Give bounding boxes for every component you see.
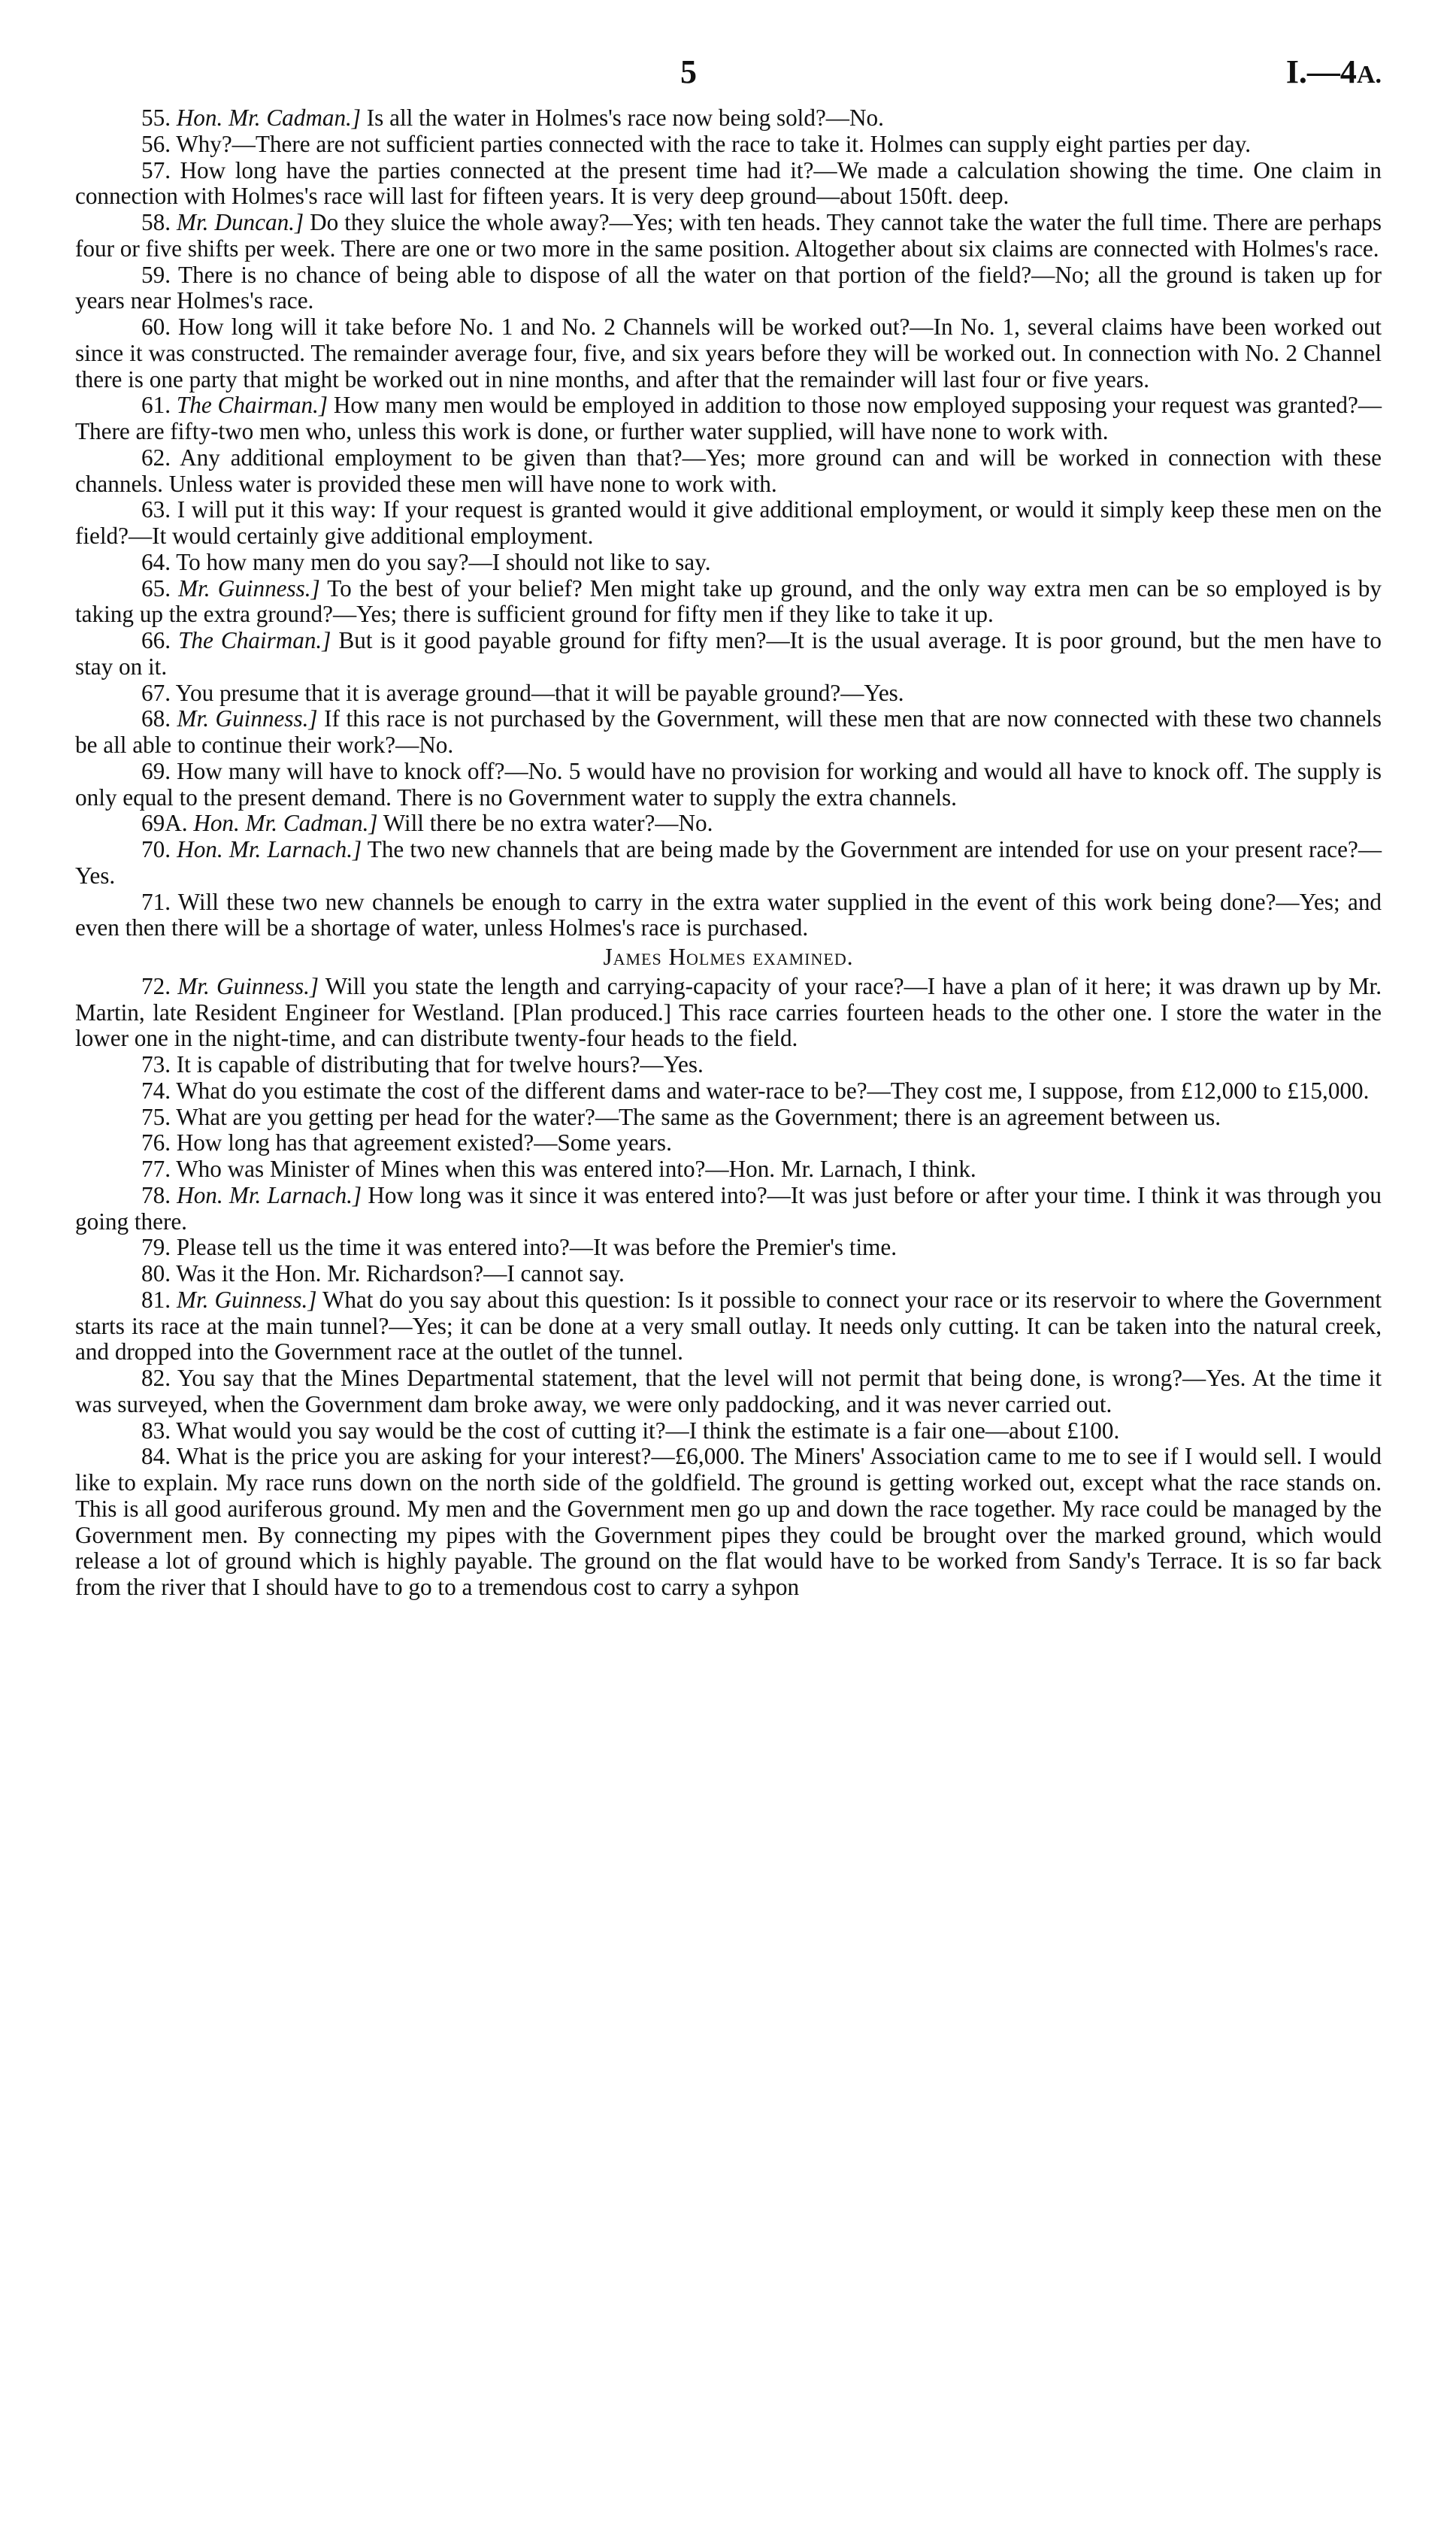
- question-answer-text: Any additional employment to be given than that?—Yes; more ground can and will be worked in connection with these channels. Unless water is provided these men will have none to work with.: [75, 444, 1382, 497]
- question-answer-text: You say that the Mines Departmental statement, that the level will not permit that being done, is wrong?—Yes. At the time it was surveyed, when the Government dam broke away, we were only paddocking, and it was never carried out.: [75, 1365, 1382, 1417]
- speaker-name: Hon. Mr. Cadman.]: [193, 810, 378, 837]
- question-number: 72.: [141, 972, 171, 999]
- question-answer-text: Will you state the length and carrying-capacity of your race?—I have a plan of it here; it was drawn up by Mr. Martin, late Resident Engineer for Westland. [Plan produced.] This race carries fourteen heads to the other one. I store the water in the lower one in the night-time, and can distribute twenty-four heads to the field.: [75, 972, 1382, 1052]
- question-number: 68.: [141, 705, 171, 732]
- question-answer-text: What do you say about this question: Is it possible to connect your race or its reservoir to where the Government starts its race at the main tunnel?—Yes; it can be done at a very small outlay. It needs only cutting. It can be taken into the natural creek, and dropped into the Government race at the outlet of the tunnel.: [75, 1286, 1382, 1365]
- question-answer-text: The two new channels that are being made by the Government are intended for use on your present race?—Yes.: [75, 836, 1382, 889]
- page-number: 5: [680, 53, 697, 90]
- speaker-name: Mr. Duncan.]: [176, 209, 304, 235]
- question-number: 69.: [141, 757, 171, 784]
- evidence-paragraph: [75, 706, 1382, 759]
- evidence-paragraph: [75, 105, 1382, 132]
- question-answer-text: How long have the parties connected at the present time had it?—We made a calculation showing the time. One claim in connection with Holmes's race will last for fifteen years. It is very deep ground—about 150ft. deep.: [75, 156, 1382, 210]
- evidence-paragraph: [75, 890, 1382, 942]
- question-number: 79.: [141, 1234, 171, 1261]
- evidence-paragraph: [75, 314, 1382, 393]
- document-page: [75, 53, 1382, 2504]
- evidence-paragraph: [75, 1444, 1382, 1601]
- evidence-paragraph: [75, 811, 1382, 837]
- question-answer-text: Was it the Hon. Mr. Richardson?—I cannot say.: [176, 1260, 625, 1287]
- evidence-paragraph: [75, 210, 1382, 262]
- question-answer-text: Who was Minister of Mines when this was entered into?—Hon. Mr. Larnach, I think.: [176, 1156, 976, 1182]
- evidence-paragraph: [75, 497, 1382, 550]
- question-answer-text: Why?—There are not sufficient parties connected with the race to take it. Holmes can supply eight parties per day.: [176, 130, 1251, 157]
- page-header: [75, 53, 1382, 105]
- evidence-paragraph: [75, 974, 1382, 1052]
- document-body: [75, 105, 1382, 1601]
- question-answer-text: Do they sluice the whole away?—Yes; with ten heads. They cannot take the water the full time. There are perhaps four or five shifts per week. There are one or two more in the same position. Altogether about six claims are connected with Holmes's race.: [75, 209, 1382, 262]
- evidence-paragraph: [75, 837, 1382, 890]
- evidence-paragraph: [75, 1130, 1382, 1156]
- evidence-paragraph: [75, 1183, 1382, 1235]
- document-reference-suffix: A.: [1356, 61, 1382, 89]
- speaker-name: Hon. Mr. Larnach.]: [177, 836, 362, 862]
- question-number: 83.: [141, 1417, 171, 1444]
- question-answer-text: What is the price you are asking for your interest?—£6,000. The Miners' Association came to me to see if I would sell. I would like to explain. My race runs down on the north side of the goldfield. The ground is getting worked out, except what the race stands on. This is all good auriferous ground. My men and the Government men go up and down the race together. My race could be managed by the Government men. By connecting my pipes with the Government pipes they could be brought over the marked ground, which would release a lot of ground which is highly payable. The ground on the flat would have to be worked from Sandy's Terrace. It is so far back from the river that I should have to go to a tremendous cost to carry a syhpon: [75, 1443, 1382, 1600]
- question-number: 58.: [141, 209, 171, 235]
- evidence-paragraph: [75, 158, 1382, 211]
- question-answer-text: What do you estimate the cost of the different dams and water-race to be?—They cost me, I suppose, from £12,000 to £15,000.: [176, 1077, 1370, 1104]
- evidence-paragraph: [75, 445, 1382, 498]
- speaker-name: Mr. Guinness.]: [177, 972, 319, 999]
- question-answer-text: How long has that agreement existed?—Some years.: [176, 1129, 672, 1156]
- speaker-name: Mr. Guinness.]: [177, 1286, 317, 1313]
- question-number: 63.: [141, 496, 171, 523]
- document-reference: [1286, 53, 1382, 91]
- evidence-section-1: [75, 105, 1382, 941]
- question-answer-text: What would you say would be the cost of cutting it?—I think the estimate is a fair one—about £100.: [176, 1417, 1120, 1444]
- question-answer-text: If this race is not purchased by the Government, will these men that are now connected with these two channels be all able to continue their work?—No.: [75, 705, 1382, 758]
- question-answer-text: Is all the water in Holmes's race now being sold?—No.: [366, 105, 884, 131]
- question-number: 77.: [141, 1156, 171, 1182]
- question-number: 76.: [141, 1129, 171, 1156]
- evidence-paragraph: [75, 628, 1382, 680]
- question-number: 70.: [141, 836, 171, 862]
- question-number: 59.: [141, 261, 171, 288]
- evidence-paragraph: [75, 1078, 1382, 1105]
- evidence-paragraph: [75, 132, 1382, 158]
- evidence-paragraph: [75, 680, 1382, 707]
- question-number: 61.: [141, 392, 171, 419]
- evidence-paragraph: [75, 1365, 1382, 1418]
- question-answer-text: I will put it this way: If your request is granted would it give additional employment, or would it simply keep these men on the field?—It would certainly give additional employment.: [75, 496, 1382, 549]
- evidence-paragraph: [75, 550, 1382, 576]
- question-answer-text: But is it good payable ground for fifty men?—It is the usual average. It is poor ground, but the men have to stay on it.: [75, 627, 1382, 680]
- question-answer-text: How long will it take before No. 1 and No. 2 Channels will be worked out?—In No. 1, several claims have been worked out since it was constructed. The remainder average four, five, and six years before they will be worked out. In connection with No. 2 Channel there is one party that might be worked out in nine months, and after that the remainder will last four or five years.: [75, 314, 1382, 393]
- question-answer-text: Please tell us the time it was entered into?—It was before the Premier's time.: [176, 1234, 898, 1261]
- question-number: 82.: [141, 1365, 171, 1391]
- evidence-paragraph: [75, 576, 1382, 629]
- question-answer-text: To the best of your belief? Men might take up ground, and the only way extra men can be so employed is by taking up the extra ground?—Yes; there is sufficient ground for fifty men if they like to take it up.: [75, 574, 1382, 628]
- question-number: 60.: [141, 314, 171, 340]
- question-number: 69A.: [141, 810, 188, 837]
- evidence-paragraph: [75, 1105, 1382, 1131]
- question-number: 66.: [141, 627, 171, 653]
- question-answer-text: What are you getting per head for the water?—The same as the Government; there is an agreement between us.: [176, 1103, 1221, 1130]
- speaker-name: The Chairman.]: [176, 392, 328, 419]
- evidence-paragraph: [75, 1287, 1382, 1365]
- question-number: 55.: [141, 105, 171, 131]
- speaker-name: Mr. Guinness.]: [177, 705, 318, 732]
- evidence-paragraph: [75, 1156, 1382, 1183]
- speaker-name: Mr. Guinness.]: [178, 574, 320, 602]
- question-answer-text: Will these two new channels be enough to carry in the extra water supplied in the event of this work being done?—Yes; and even then there will be a shortage of water, unless Holmes's race is purchased.: [75, 888, 1382, 941]
- question-number: 67.: [141, 679, 171, 706]
- speaker-name: The Chairman.]: [178, 627, 331, 653]
- question-number: 80.: [141, 1260, 171, 1287]
- question-number: 84.: [141, 1443, 171, 1470]
- question-number: 71.: [141, 888, 171, 915]
- question-answer-text: Will there be no extra water?—No.: [383, 810, 713, 837]
- question-number: 65.: [141, 574, 171, 602]
- evidence-paragraph: [75, 1261, 1382, 1287]
- question-number: 74.: [141, 1077, 171, 1104]
- question-number: 56.: [141, 130, 171, 157]
- question-number: 62.: [141, 444, 171, 471]
- document-reference-main: I.—4: [1285, 53, 1357, 90]
- question-number: 81.: [141, 1286, 171, 1313]
- evidence-paragraph: [75, 393, 1382, 445]
- question-answer-text: You presume that it is average ground—that it will be payable ground?—Yes.: [175, 679, 904, 706]
- evidence-paragraph: [75, 1418, 1382, 1444]
- question-number: 73.: [141, 1051, 171, 1078]
- question-number: 75.: [141, 1103, 171, 1130]
- question-number: 78.: [141, 1181, 171, 1208]
- section-heading: James Holmes examined.: [603, 944, 854, 970]
- question-number: 64.: [141, 548, 171, 575]
- question-answer-text: It is capable of distributing that for twelve hours?—Yes.: [176, 1051, 704, 1078]
- question-answer-text: How long was it since it was entered into?—It was just before or after your time. I think it was through you going there.: [75, 1181, 1382, 1235]
- speaker-name: Hon. Mr. Larnach.]: [177, 1181, 362, 1208]
- evidence-paragraph: [75, 262, 1382, 315]
- question-number: 57.: [141, 156, 171, 183]
- speaker-name: Hon. Mr. Cadman.]: [176, 105, 361, 131]
- question-answer-text: How many men would be employed in addition to those now employed supposing your request was granted?—There are fifty-two men who, unless this work is done, or further water supplied, will have none to work with.: [75, 392, 1382, 444]
- question-answer-text: There is no chance of being able to dispose of all the water on that portion of the field?—No; all the ground is taken up for years near Holmes's race.: [75, 261, 1382, 314]
- question-answer-text: To how many men do you say?—I should not like to say.: [176, 548, 711, 575]
- evidence-section-2: [75, 974, 1382, 1601]
- question-answer-text: How many will have to knock off?—No. 5 would have no provision for working and would all have to knock off. The supply is only equal to the present demand. There is no Government water to supply the extra channels.: [75, 757, 1382, 811]
- evidence-paragraph: [75, 1235, 1382, 1261]
- evidence-paragraph: [75, 759, 1382, 811]
- evidence-paragraph: [75, 1052, 1382, 1078]
